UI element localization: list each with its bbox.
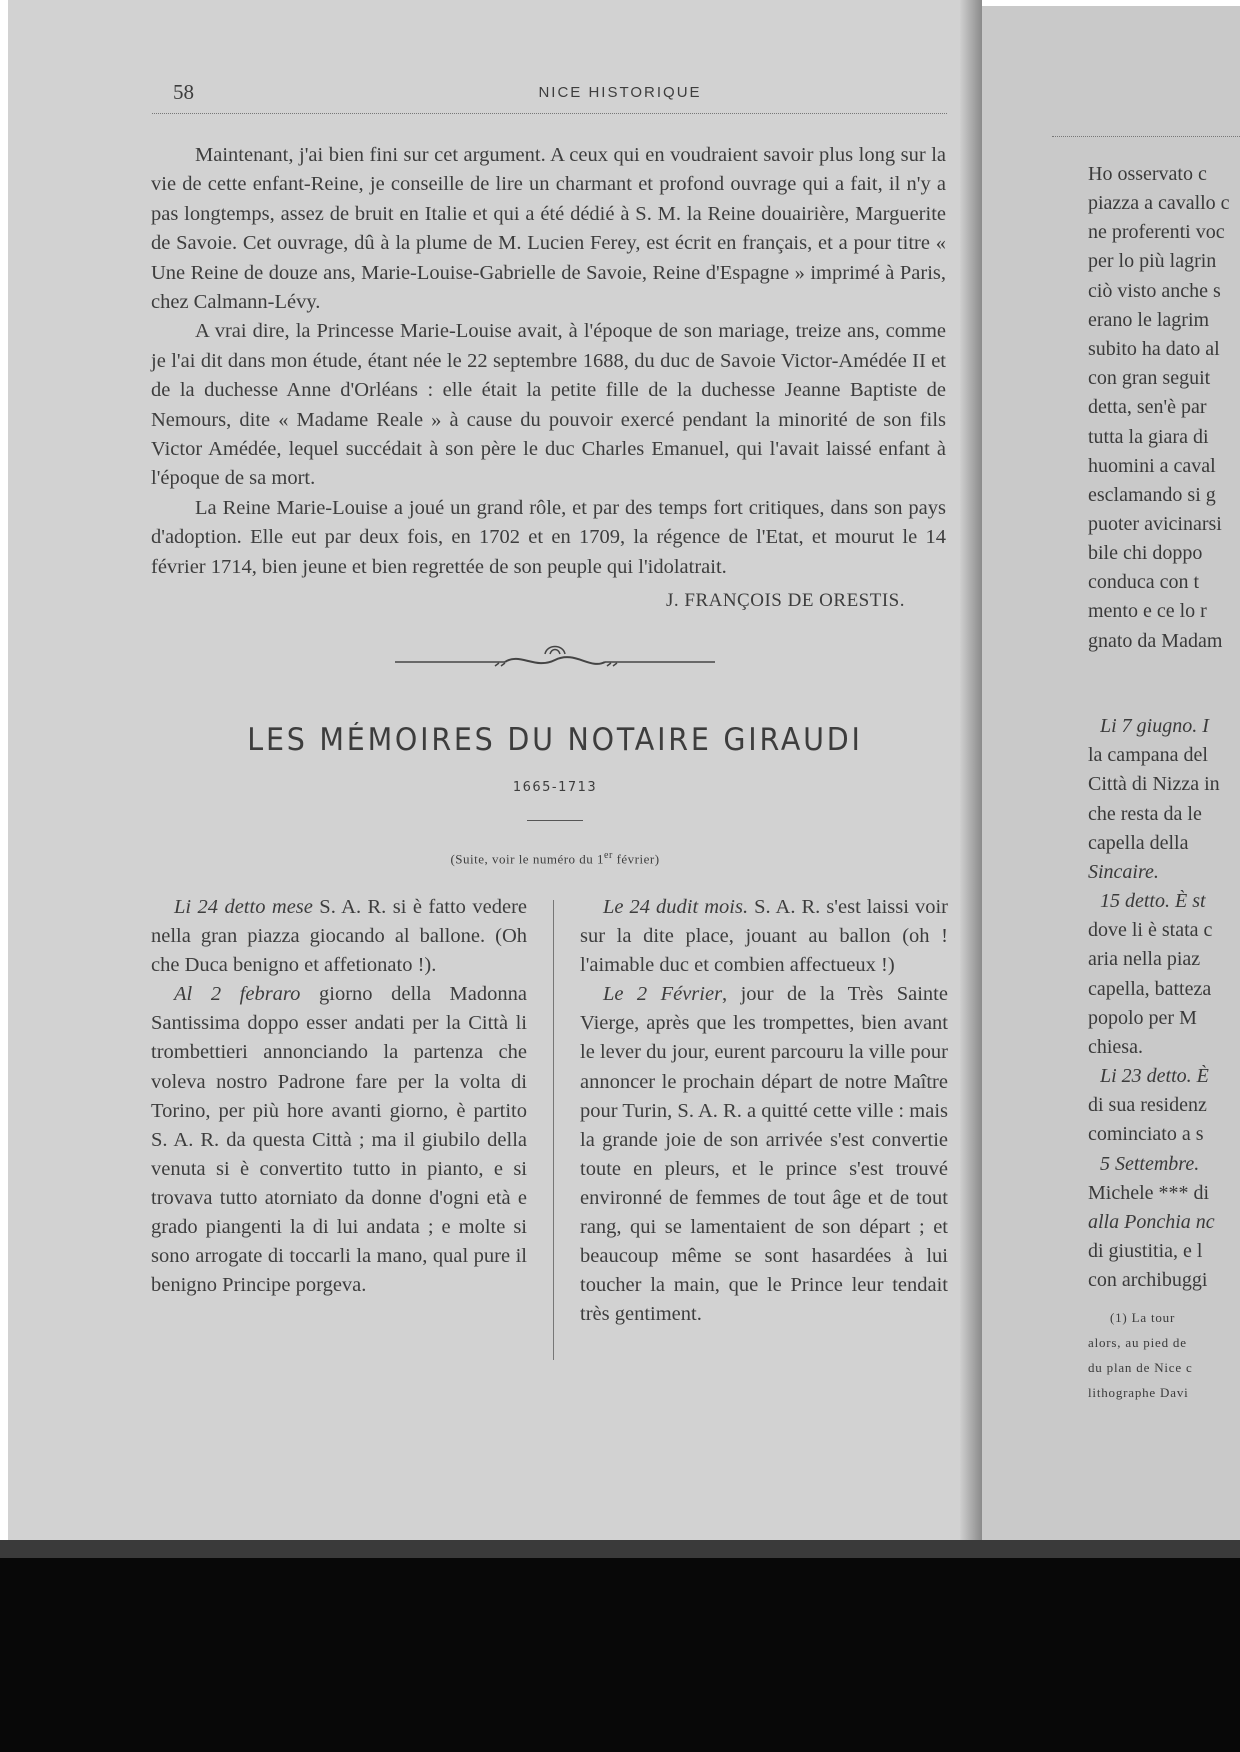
continuation-note: (Suite, voir le numéro du 1er février) [450, 850, 660, 867]
facing-page-line: esclamando si g [1088, 484, 1216, 506]
facing-page-line: con gran seguit [1088, 367, 1211, 389]
scan-edge [0, 1540, 1240, 1558]
facing-footnote-line: alors, au pied de [1088, 1335, 1187, 1350]
running-title: NICE HISTORIQUE [538, 84, 702, 101]
facing-page-line: per lo più lagrin [1088, 250, 1217, 272]
facing-header-rule [1052, 136, 1240, 137]
facing-page-line: Ho osservato c [1088, 163, 1207, 185]
facing-page-line: huomini a caval [1088, 455, 1216, 477]
facing-page-line: capella, batteza [1088, 978, 1212, 1000]
facing-page-line: gnato da Madam [1088, 630, 1223, 652]
facing-footnote-line: du plan de Nice c [1088, 1360, 1193, 1375]
italian-column [151, 893, 527, 1300]
previous-article-text [151, 141, 946, 582]
facing-page-line: la campana del [1088, 744, 1208, 766]
facing-page-line: che resta da le [1088, 803, 1202, 825]
title-rule [527, 820, 583, 821]
paragraph: Maintenant, j'ai bien fini sur cet argument. A ceux qui en voudraient savoir plus long sur la vie de cette enfant-Reine, je conseille de lire un charmant et profond ouvrage qui a fait, il n'y a pas longtemps, assez de bruit en Italie et qui a été dédié à S. M. la Reine douairière, Marguerite de Savoie. Cet ouvrage, dû à la plume de M. Lucien Ferey, est écrit en français, et a pour titre « Une Reine de douze ans, Marie-Louise-Gabrielle de Savoie, Reine d'Espagne » imprimé à Paris, chez Calmann-Lévy. [151, 144, 946, 314]
facing-page-line: aria nella piaz [1088, 948, 1201, 970]
page-number: 58 [173, 80, 194, 104]
column-divider [553, 900, 554, 1360]
paragraph: A vrai dire, la Princesse Marie-Louise avait, à l'époque de son mariage, treize ans, comme je l'ai dit dans mon étude, étant née le 22 septembre 1688, du duc de Savoie Victor-Amédée II et de la duchesse Anne d'Orléans : elle était la petite fille de la duchesse Jeanne Baptiste de Nemours, dite « Madame Reale » à cause du pouvoir exercé pendant la minorité de son fils Victor Amédée, lequel succédait à son père le duc Charles Emanuel, qui l'avait laissé enfant à l'époque de sa mort. [151, 320, 946, 490]
article-title: LES MÉMOIRES DU NOTAIRE GIRAUDI [247, 722, 863, 758]
paragraph: La Reine Marie-Louise a joué un grand rôle, et par des temps fort critiques, dans son pays d'adoption. Elle eut par deux fois, en 1702 et en 1709, la régence de l'Etat, et mourut le 14 février 1714, bien jeune et bien regrettée de son peuple qui l'idolatrait. [151, 496, 946, 578]
header-rule [152, 113, 947, 114]
facing-page-line: capella della [1088, 832, 1189, 854]
author-signature: J. FRANÇOIS DE ORESTIS. [665, 590, 905, 611]
facing-page-line: subito ha dato al [1088, 338, 1220, 360]
facing-page-line: cominciato a s [1088, 1123, 1204, 1145]
facing-page-line: con archibuggi [1088, 1269, 1208, 1291]
facing-page-line: piazza a cavallo c [1088, 192, 1230, 214]
article-dates: 1665-1713 [512, 780, 598, 795]
paragraph: Al 2 febraro giorno della Madonna Santissima doppo esser andati per la Città li trombettieri annonciando la partenza che voleva nostro Padrone fare per la volta di Torino, per più hore avanti giorno, è partito S. A. R. da questa Città ; ma il giubilo della venuta si è convertito tutto in pianto, e si trovava tutto atorniato da donne d'ogni età e grado piangenti la di lui andata ; e molte si sono arrogate di toccarli la mano, qual pure il benigno Principe porgeva. [151, 983, 527, 1297]
facing-page-line: puoter avicinarsi [1088, 513, 1222, 535]
facing-page-line: tutta la giara di [1088, 426, 1209, 448]
ornament-divider-icon [395, 640, 715, 680]
facing-page-line: ciò visto anche s [1088, 280, 1221, 302]
facing-page-line: erano le lagrim [1088, 309, 1210, 331]
facing-page-line: chiesa. [1088, 1036, 1143, 1058]
facing-page-line: 5 Settembre. [1100, 1153, 1200, 1175]
facing-page-line: conduca con t [1088, 571, 1200, 593]
book-gutter [960, 0, 982, 1540]
facing-page-line: di giustitia, e l [1088, 1240, 1203, 1262]
facing-page-line: popolo per M [1088, 1007, 1197, 1029]
facing-footnote-line: lithographe Davi [1088, 1385, 1189, 1400]
facing-page-line: Li 23 detto. È [1100, 1065, 1209, 1087]
facing-page-line: di sua residenz [1088, 1094, 1207, 1116]
paragraph: Le 2 Février, jour de la Très Sainte Vierge, après que les trompettes, bien avant le lever du jour, eurent parcouru la ville pour annoncer le prochain départ de notre Maître pour Turin, S. A. R. a quitté cette ville : mais la grande joie de son arrivée s'est convertie toute en pleurs, et le prince s'est trouvé environné de femmes de tout âge et de tout rang, qui se lamentaient de son départ ; et beaucoup même se sont hasardées à lui toucher la main, que le Prince leur tendait très gentiment. [580, 983, 948, 1326]
facing-page-line: dove li è stata c [1088, 919, 1213, 941]
facing-page-line: Michele *** di [1088, 1182, 1210, 1204]
facing-page-line: bile chi doppo [1088, 542, 1203, 564]
facing-page-line: Sincaire. [1088, 861, 1159, 883]
facing-page-line: 15 detto. È st [1100, 890, 1206, 912]
facing-page-line: detta, sen'è par [1088, 396, 1207, 418]
facing-page-line: alla Ponchia nc [1088, 1211, 1215, 1233]
paragraph: Li 24 detto mese S. A. R. si è fatto vedere nella gran piazza giocando al ballone. (Oh che Duca benigno et affetionato !). [151, 896, 527, 977]
facing-page-line: mento e ce lo r [1088, 600, 1207, 622]
scan-background [0, 1540, 1240, 1752]
facing-page-line: Città di Nizza in [1088, 773, 1220, 795]
french-column [580, 893, 948, 1329]
facing-page-line: Li 7 giugno. I [1100, 715, 1209, 737]
facing-page-line: ne proferenti voc [1088, 221, 1225, 243]
facing-footnote-line: (1) La tour [1110, 1310, 1176, 1325]
paragraph: Le 24 dudit mois. S. A. R. s'est laissi voir sur la dite place, jouant au ballon (oh ! l'aimable duc et combien affectueux !) [580, 896, 949, 977]
